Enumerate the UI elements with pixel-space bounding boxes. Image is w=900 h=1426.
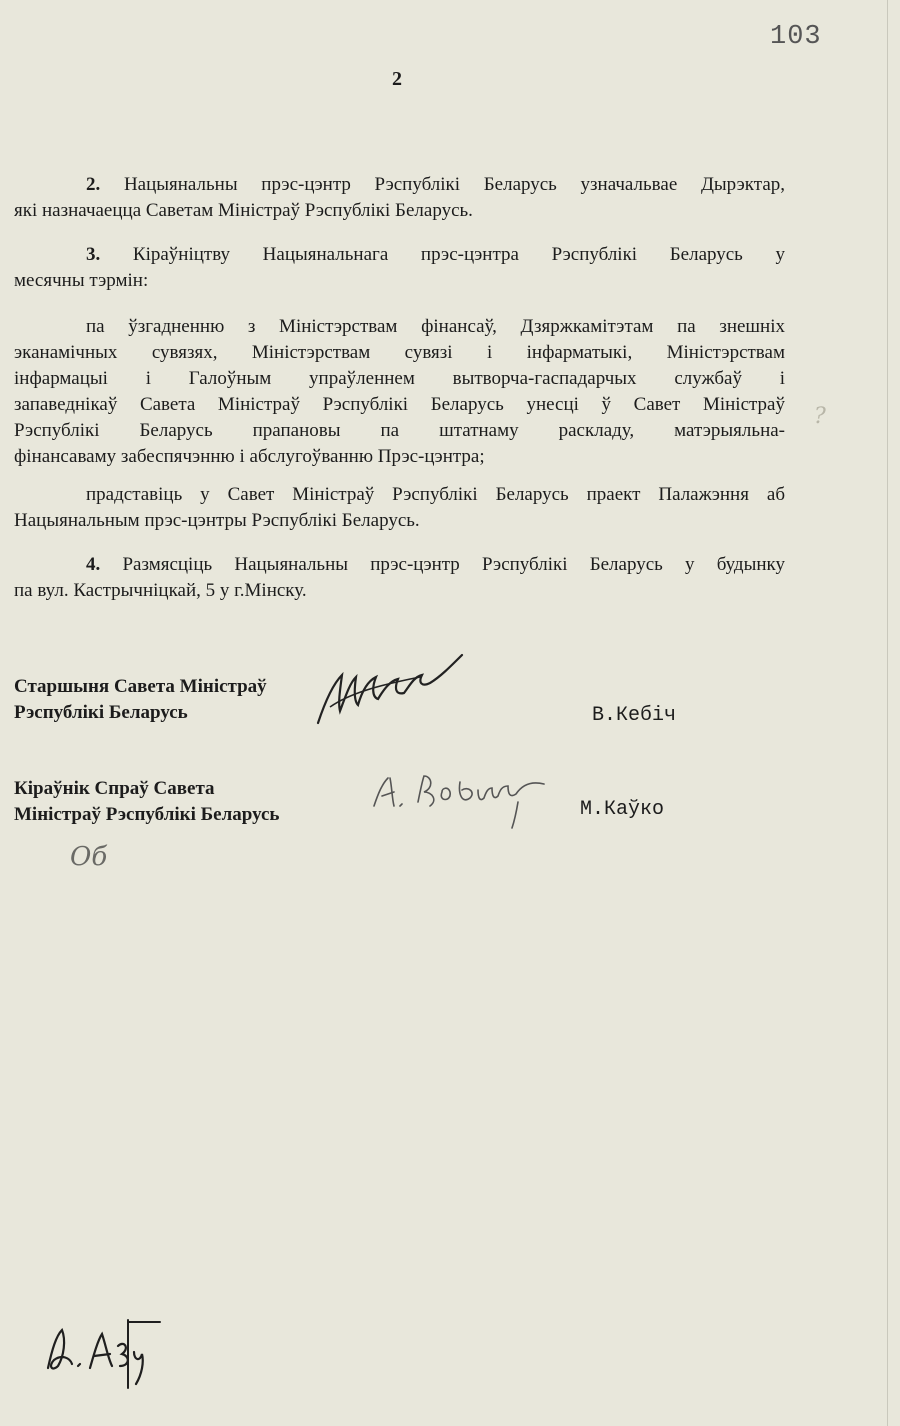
signatory-title-chairman: Старшыня Савета Міністраў Рэспублікі Беларусь — [14, 676, 267, 723]
paragraph-3-item-b — [14, 482, 785, 534]
paragraph-number: 4. — [86, 554, 101, 575]
paragraph-2 — [14, 172, 785, 224]
paragraph-line: месячны тэрмін: — [14, 270, 149, 291]
handwritten-margin-note: Об — [70, 842, 108, 872]
handwritten-question-mark: ? — [814, 404, 826, 429]
paragraph-line: па ўзгадненню з Міністэрствам фінансаў, Дзяржкамітэтам па знешніх — [86, 316, 785, 337]
paragraph-number: 2. — [86, 174, 101, 195]
signatory-name-kebich: В.Кебіч — [592, 704, 677, 727]
page-edge-rule — [887, 0, 888, 1426]
page-number: 2 — [392, 68, 402, 90]
paragraph-line: прадставіць у Савет Міністраў Рэспублікі Беларусь праект Палажэння аб — [86, 484, 785, 505]
signatory-name-kauko: М.Каўко — [580, 798, 665, 821]
paragraph-line: Рэспублікі Беларусь прапановы па штатнаму раскладу, матэрыяльна- — [14, 420, 785, 441]
handwritten-signature-kebich — [310, 645, 480, 735]
paragraph-line: 3. Кіраўніцтву Нацыянальнага прэс-цэнтра Рэспублікі Беларусь у — [86, 244, 785, 265]
paragraph-line: які назначаецца Саветам Міністраў Рэспублікі Беларусь. — [14, 200, 473, 221]
paragraph-3-item-a — [14, 314, 785, 470]
archive-sheet-number: 103 — [770, 22, 822, 52]
paragraph-4 — [14, 552, 785, 604]
paragraph-number: 3. — [86, 244, 101, 265]
signatory-title-affairs-head: Кіраўнік Спраў Савета Міністраў Рэспублікі Беларусь — [14, 778, 280, 825]
paragraph-3 — [14, 242, 785, 294]
paragraph-line: інфармацыі і Галоўным упраўленнем вытворча-гаспадарчых службаў і — [14, 368, 785, 389]
paragraph-line: Нацыянальным прэс-цэнтры Рэспублікі Беларусь. — [14, 510, 420, 531]
paragraph-line: эканамічных сувязях, Міністэрствам сувязі і інфарматыкі, Міністэрствам — [14, 342, 785, 363]
handwritten-signature-kauko — [368, 762, 558, 832]
paragraph-line: 4. Размясціць Нацыянальны прэс-цэнтр Рэспублікі Беларусь у будынку — [86, 554, 785, 575]
paragraph-line: фінансаваму забеспячэнню і абслугоўванню Прэс-цэнтра; — [14, 446, 485, 467]
handwritten-initials-bottom — [36, 1300, 166, 1390]
paragraph-line: па вул. Кастрычніцкай, 5 у г.Мінску. — [14, 580, 307, 601]
paragraph-line: 2. Нацыянальны прэс-цэнтр Рэспублікі Беларусь узначальвае Дырэктар, — [86, 174, 785, 195]
paragraph-line: запаведнікаў Савета Міністраў Рэспублікі Беларусь унесці ў Савет Міністраў — [14, 394, 785, 415]
